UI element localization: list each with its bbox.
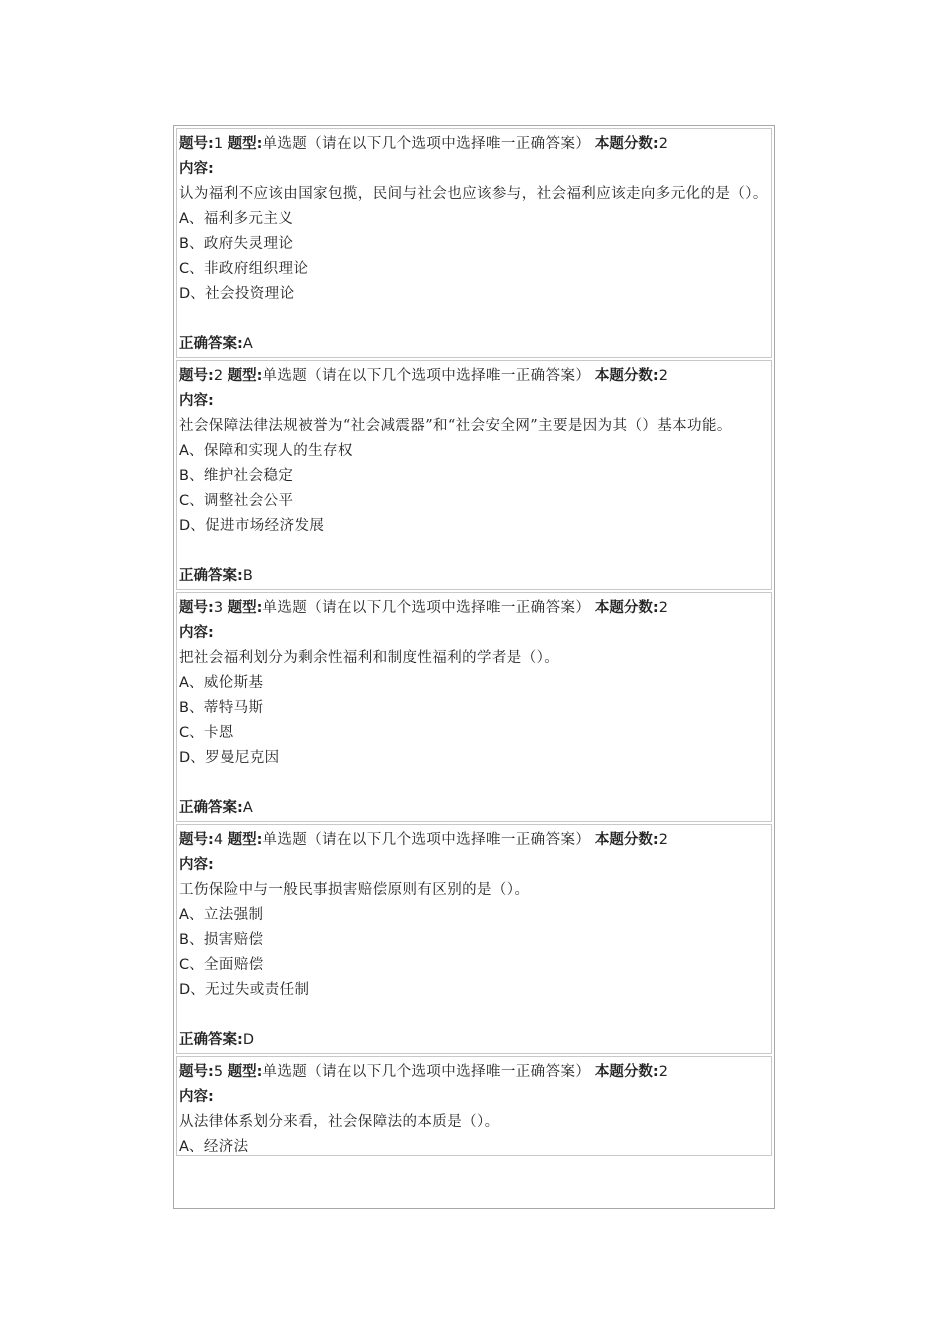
option-text: 、威伦斯基 bbox=[188, 675, 264, 691]
score-label: 本题分数: bbox=[594, 600, 659, 616]
correct-answer bbox=[179, 796, 771, 821]
option-letter: B bbox=[179, 468, 189, 484]
answer-label: 正确答案: bbox=[179, 800, 243, 816]
option-text: 、促进市场经济发展 bbox=[190, 518, 325, 534]
question-block bbox=[176, 1056, 772, 1156]
option-b bbox=[179, 696, 771, 721]
option-a bbox=[179, 1135, 771, 1156]
option-text: 、非政府组织理论 bbox=[189, 261, 309, 277]
option-d bbox=[179, 978, 771, 1003]
question-score: 2 bbox=[658, 600, 668, 616]
option-d bbox=[179, 514, 771, 539]
option-letter: C bbox=[179, 957, 190, 973]
option-a bbox=[179, 207, 771, 232]
question-score: 2 bbox=[658, 1064, 668, 1080]
option-letter: A bbox=[179, 443, 189, 459]
question-block bbox=[176, 128, 772, 358]
type-label: 题型: bbox=[227, 832, 263, 848]
question-block bbox=[176, 360, 772, 590]
option-c bbox=[179, 257, 771, 282]
question-score: 2 bbox=[658, 832, 668, 848]
option-text: 、卡恩 bbox=[189, 725, 234, 741]
option-text: 、立法强制 bbox=[188, 907, 264, 923]
option-letter: D bbox=[179, 518, 191, 534]
option-text: 、全面赔偿 bbox=[189, 957, 264, 973]
question-number: 3 bbox=[213, 600, 224, 616]
option-a bbox=[179, 439, 771, 464]
option-b bbox=[179, 928, 771, 953]
question-type: 单选题（请在以下几个选项中选择唯一正确答案） bbox=[262, 368, 591, 384]
correct-answer bbox=[179, 1028, 771, 1053]
option-letter: B bbox=[179, 700, 189, 716]
question-content: 工伤保险中与一般民事损害赔偿原则有区别的是（）。 bbox=[179, 882, 530, 898]
option-text: 、调整社会公平 bbox=[189, 493, 294, 509]
number-label: 题号: bbox=[179, 136, 214, 152]
correct-answer bbox=[179, 332, 771, 357]
type-label: 题型: bbox=[227, 1064, 263, 1080]
option-letter: C bbox=[179, 493, 190, 509]
option-letter: B bbox=[179, 932, 189, 948]
number-label: 题号: bbox=[179, 368, 214, 384]
option-letter: A bbox=[179, 907, 189, 923]
type-label: 题型: bbox=[227, 600, 263, 616]
question-number: 5 bbox=[213, 1064, 224, 1080]
type-label: 题型: bbox=[227, 368, 263, 384]
option-letter: C bbox=[179, 261, 190, 277]
option-text: 、福利多元主义 bbox=[188, 211, 294, 227]
option-b bbox=[179, 232, 771, 257]
question-header bbox=[179, 596, 771, 621]
question-block bbox=[176, 824, 772, 1054]
question-score: 2 bbox=[658, 136, 668, 152]
option-letter: D bbox=[179, 750, 191, 766]
answer-value: B bbox=[242, 568, 253, 584]
option-letter: A bbox=[179, 211, 189, 227]
option-text: 、政府失灵理论 bbox=[188, 236, 294, 252]
question-content: 从法律体系划分来看，社会保障法的本质是（）。 bbox=[179, 1114, 500, 1130]
option-d bbox=[179, 282, 771, 307]
option-text: 、维护社会稳定 bbox=[188, 468, 294, 484]
question-number: 2 bbox=[213, 368, 224, 384]
score-label: 本题分数: bbox=[594, 368, 659, 384]
question-number: 1 bbox=[213, 136, 224, 152]
option-letter: D bbox=[179, 982, 191, 998]
option-a bbox=[179, 903, 771, 928]
content-label: 内容: bbox=[179, 161, 214, 177]
option-letter: C bbox=[179, 725, 190, 741]
option-d bbox=[179, 746, 771, 771]
score-label: 本题分数: bbox=[594, 136, 659, 152]
content-label: 内容: bbox=[179, 1089, 214, 1105]
option-c bbox=[179, 489, 771, 514]
number-label: 题号: bbox=[179, 1064, 214, 1080]
option-text: 、经济法 bbox=[188, 1139, 249, 1155]
option-text: 、罗曼尼克因 bbox=[190, 750, 280, 766]
question-type: 单选题（请在以下几个选项中选择唯一正确答案） bbox=[262, 600, 591, 616]
option-letter: D bbox=[179, 286, 191, 302]
option-a bbox=[179, 671, 771, 696]
exam-sheet bbox=[173, 125, 775, 1209]
number-label: 题号: bbox=[179, 600, 214, 616]
option-c bbox=[179, 953, 771, 978]
question-header bbox=[179, 828, 771, 853]
answer-value: A bbox=[242, 336, 253, 352]
question-content: 把社会福利划分为剩余性福利和制度性福利的学者是（）。 bbox=[179, 650, 560, 666]
question-content: 社会保障法律法规被誉为“社会减震器”和“社会安全网”主要是因为其（）基本功能。 bbox=[179, 418, 732, 434]
answer-label: 正确答案: bbox=[179, 336, 243, 352]
number-label: 题号: bbox=[179, 832, 214, 848]
option-letter: B bbox=[179, 236, 189, 252]
option-text: 、蒂特马斯 bbox=[188, 700, 264, 716]
question-header bbox=[179, 132, 771, 157]
question-block bbox=[176, 592, 772, 822]
answer-value: A bbox=[242, 800, 253, 816]
score-label: 本题分数: bbox=[594, 1064, 659, 1080]
score-label: 本题分数: bbox=[594, 832, 659, 848]
question-header bbox=[179, 364, 771, 389]
option-letter: A bbox=[179, 1139, 189, 1155]
type-label: 题型: bbox=[227, 136, 263, 152]
option-b bbox=[179, 464, 771, 489]
content-label: 内容: bbox=[179, 857, 214, 873]
correct-answer bbox=[179, 564, 771, 589]
question-type: 单选题（请在以下几个选项中选择唯一正确答案） bbox=[262, 1064, 591, 1080]
question-number: 4 bbox=[213, 832, 224, 848]
question-score: 2 bbox=[658, 368, 668, 384]
question-type: 单选题（请在以下几个选项中选择唯一正确答案） bbox=[262, 136, 591, 152]
option-text: 、损害赔偿 bbox=[188, 932, 264, 948]
answer-label: 正确答案: bbox=[179, 568, 243, 584]
option-text: 、社会投资理论 bbox=[190, 286, 295, 302]
option-c bbox=[179, 721, 771, 746]
option-text: 、保障和实现人的生存权 bbox=[188, 443, 353, 459]
answer-value: D bbox=[242, 1032, 254, 1048]
question-header bbox=[179, 1060, 771, 1085]
content-label: 内容: bbox=[179, 625, 214, 641]
option-text: 、无过失或责任制 bbox=[190, 982, 310, 998]
answer-label: 正确答案: bbox=[179, 1032, 243, 1048]
content-label: 内容: bbox=[179, 393, 214, 409]
question-content: 认为福利不应该由国家包揽，民间与社会也应该参与，社会福利应该走向多元化的是（）。 bbox=[179, 186, 768, 202]
question-type: 单选题（请在以下几个选项中选择唯一正确答案） bbox=[262, 832, 591, 848]
option-letter: A bbox=[179, 675, 189, 691]
